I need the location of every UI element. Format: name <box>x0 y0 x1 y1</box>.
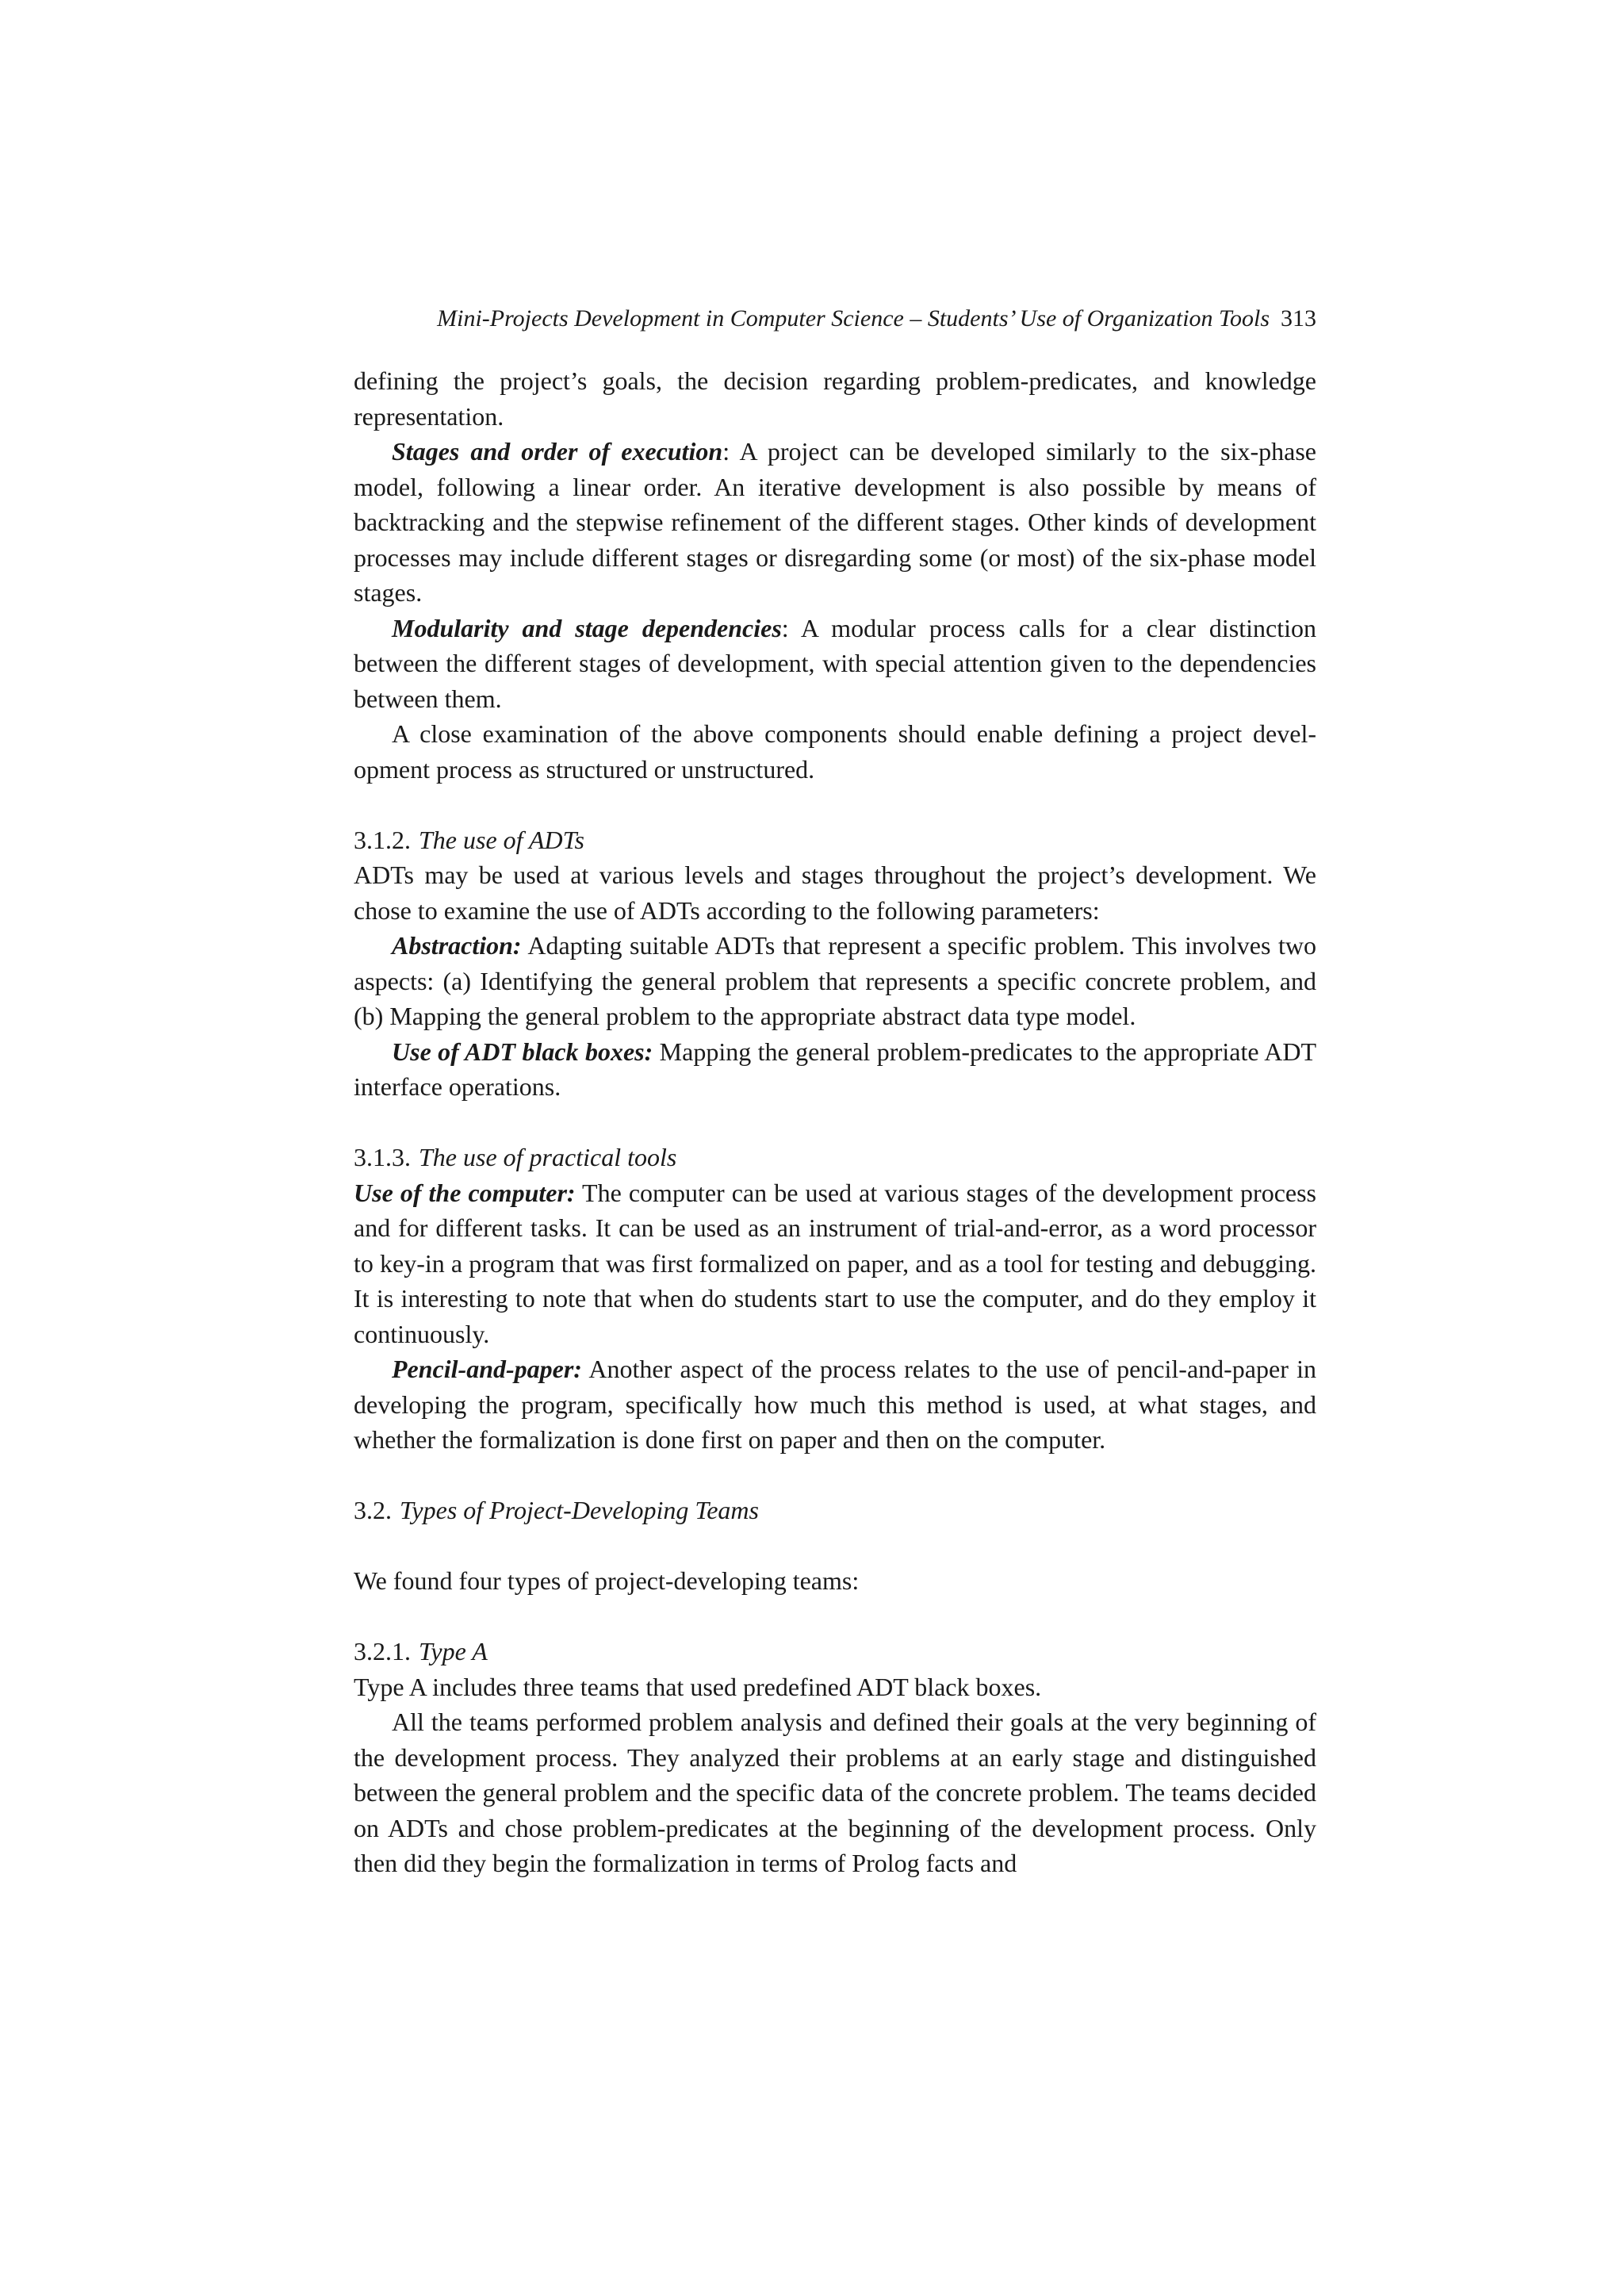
term-stages: Stages and order of execution <box>392 437 723 466</box>
spacer <box>354 1458 1316 1493</box>
spacer <box>354 787 1316 822</box>
term-computer: Use of the computer: <box>354 1178 576 1207</box>
term-pencil-paper: Pencil-and-paper: <box>392 1355 582 1383</box>
paragraph-text: All the teams performed problem analysis and defined their goals at the very beginning of the development process. They analyzed their problems at an early stage and distinguished between the general problem and the specific data of the concrete problem. The teams decided on ADTs and chose problem-predicates at the beginning of the development process. Only then did they begin the formalization in terms of Prolog facts and <box>354 1708 1316 1877</box>
spacer <box>354 1528 1316 1564</box>
paragraph-text: Another aspect of the process relates to the use of pencil-and-paper in developing the program, specifically how much this method is used, at what stages, and whether the formalization is done first on paper and then on the computer. <box>354 1355 1316 1454</box>
running-head-title: Mini-Projects Development in Computer Science – Students’ Use of Organization Tools <box>437 305 1270 332</box>
paragraph-close-examination <box>354 716 1316 787</box>
paragraph-text: : A project can be developed similarly to the six-phase model, following a linear order. An iterative development is also possible by means of backtracking and the stepwise refinement of the different stages. Other kinds of development processes may include different stages or disregarding some (or most) of the six-phase model stages. <box>354 437 1317 607</box>
heading-3-2 <box>354 1493 1316 1528</box>
running-head <box>354 303 1316 335</box>
paragraph-type-a-detail <box>354 1704 1316 1881</box>
paragraph-text: defining the project’s goals, the decision regarding problem-predicates, and knowledge representation. <box>354 366 1316 431</box>
paragraph-text: Mapping the general problem-predicates to the appropriate ADT interface operations. <box>354 1037 1316 1101</box>
heading-number: 3.1.3. <box>354 1143 411 1171</box>
paragraph-pencil-paper <box>354 1351 1316 1458</box>
heading-title: Type A <box>419 1637 488 1665</box>
body-text <box>354 363 1316 1881</box>
page-number: 313 <box>1281 305 1316 332</box>
heading-3-2-1 <box>354 1634 1316 1669</box>
paragraph-text: The computer can be used at various stages of the development process and for different tasks. It can be used as an instrument of trial-and-error, as a word processor to key-in a program that was first formalized on paper, and as a tool for testing and debugging. It is interesting to note that when do students start to use the computer, and do they employ it continuously. <box>354 1178 1317 1348</box>
paragraph-text: A close examination of the above components should enable defining a project development process as structured or unstructured. <box>354 719 1316 784</box>
term-modularity: Modularity and stage dependencies <box>392 613 782 642</box>
spacer <box>354 1105 1316 1140</box>
heading-title: Types of Project-Developing Teams <box>400 1496 759 1524</box>
paragraph-stages <box>354 434 1316 611</box>
heading-number: 3.2.1. <box>354 1637 411 1665</box>
paragraph-text: We found four types of project-developing teams: <box>354 1566 860 1595</box>
paragraph-computer <box>354 1175 1316 1352</box>
paragraph-text: Type A includes three teams that used predefined ADT black boxes. <box>354 1672 1042 1701</box>
paragraph-four-types <box>354 1563 1316 1599</box>
term-black-boxes: Use of ADT black boxes: <box>392 1037 653 1066</box>
heading-3-1-3 <box>354 1140 1316 1175</box>
heading-number: 3.1.2. <box>354 825 411 854</box>
heading-title: The use of practical tools <box>419 1143 677 1171</box>
heading-3-1-2 <box>354 822 1316 858</box>
heading-title: The use of ADTs <box>419 825 584 854</box>
paragraph-adts-intro <box>354 857 1316 928</box>
term-abstraction: Abstraction: <box>392 931 522 960</box>
paragraph-text: Adapting suitable ADTs that represent a specific problem. This involves two aspects: (a) Identifying the general problem that represents a specific concrete problem, and (b) Mapping the general problem to the appropriate abstract data type model. <box>354 931 1316 1030</box>
heading-number: 3.2. <box>354 1496 392 1524</box>
paragraph-type-a-intro <box>354 1669 1316 1705</box>
paragraph-black-boxes <box>354 1034 1316 1105</box>
paragraph-modularity <box>354 611 1316 717</box>
paragraph-continuation <box>354 363 1316 434</box>
spacer <box>354 1599 1316 1635</box>
paragraph-text: : A modular process calls for a clear distinction between the different stages of development, with special attention given to the dependencies between them. <box>354 613 1317 713</box>
paragraph-text: ADTs may be used at various levels and stages throughout the project’s development. We chose to examine the use of ADTs according to the following parameters: <box>354 861 1316 925</box>
paragraph-abstraction <box>354 928 1316 1034</box>
